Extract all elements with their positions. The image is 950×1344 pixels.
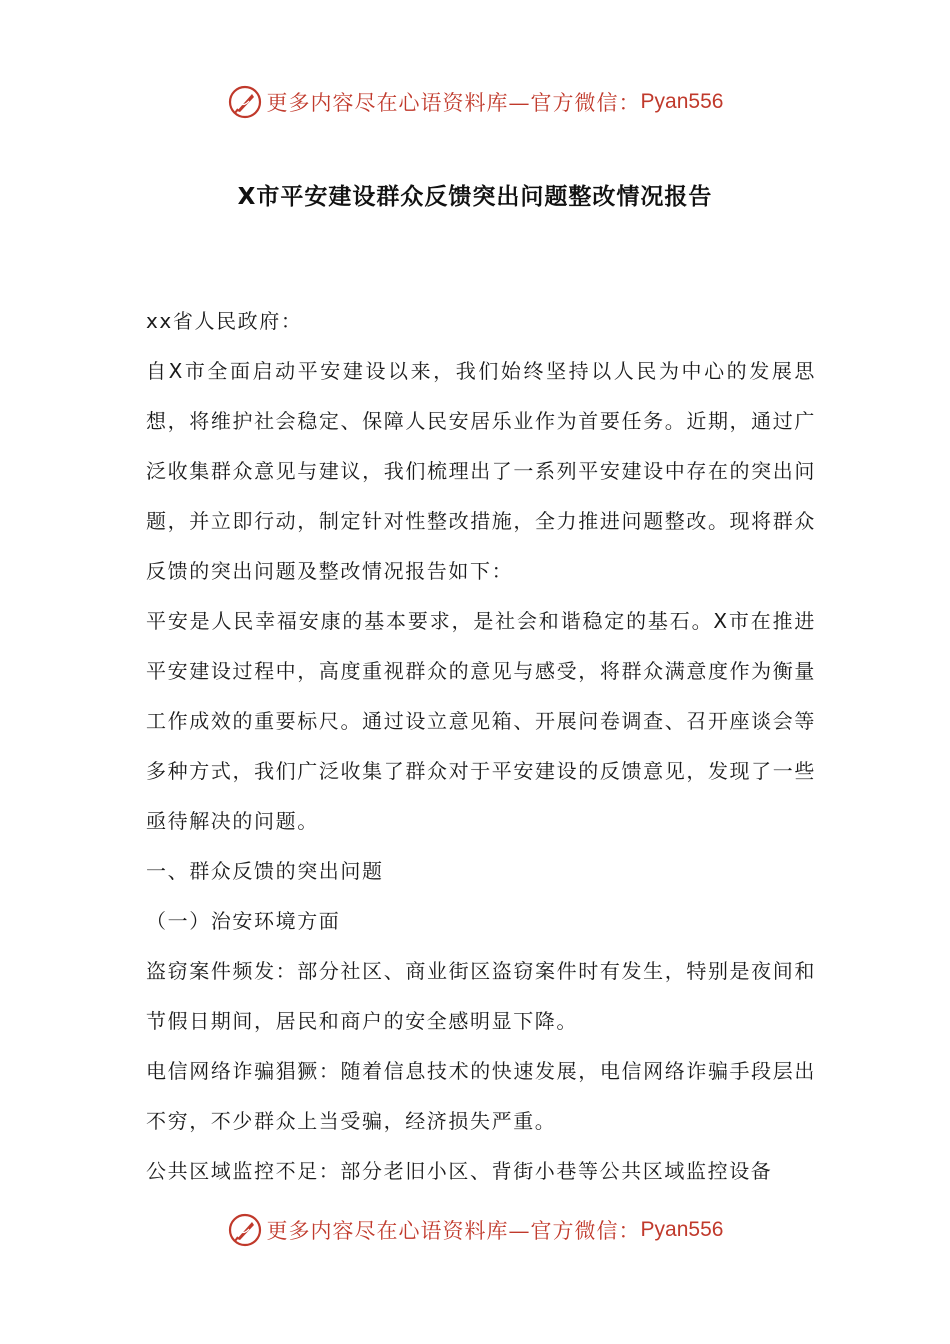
paragraph: 盗窃案件频发：部分社区、商业街区盗窃案件时有发生，特别是夜间和节假日期间，居民和商户的安全感明显下降。 <box>146 959 816 1033</box>
page-title: X市平安建设群众反馈突出问题整改情况报告 <box>237 184 713 210</box>
subsection-heading: （一）治安环境方面 <box>146 909 341 933</box>
watermark-text: 更多内容尽在心语资料库—官方微信： <box>266 1219 641 1243</box>
watermark-banner-top <box>0 82 950 122</box>
document-body <box>146 296 816 1196</box>
paragraph: 公共区域监控不足：部分老旧小区、背街小巷等公共区域监控设备 <box>146 1159 773 1183</box>
salutation: xx省人民政府： <box>146 309 303 333</box>
watermark-text: 更多内容尽在心语资料库—官方微信： <box>266 91 641 115</box>
watermark-wechat-id: Pyan556 <box>640 90 724 113</box>
watermark-wechat-id: Pyan556 <box>640 1218 724 1241</box>
section-heading: 一、群众反馈的突出问题 <box>146 859 384 883</box>
quill-logo-icon <box>227 84 263 120</box>
paragraph: 自X市全面启动平安建设以来，我们始终坚持以人民为中心的发展思想，将维护社会稳定、保障人民安居乐业作为首要任务。近期，通过广泛收集群众意见与建议，我们梳理出了一系列平安建设中存在的突出问题，并立即行动，制定针对性整改措施，全力推进问题整改。现将群众反馈的突出问题及整改情况报告如下： <box>146 359 816 583</box>
quill-logo-icon <box>227 1212 263 1248</box>
paragraph: 平安是人民幸福安康的基本要求，是社会和谐稳定的基石。X市在推进平安建设过程中，高度重视群众的意见与感受，将群众满意度作为衡量工作成效的重要标尺。通过设立意见箱、开展问卷调查、召开座谈会等多种方式，我们广泛收集了群众对于平安建设的反馈意见，发现了一些亟待解决的问题。 <box>146 609 816 833</box>
watermark-banner-bottom <box>0 1210 950 1250</box>
paragraph: 电信网络诈骗猖獗：随着信息技术的快速发展，电信网络诈骗手段层出不穷，不少群众上当受骗，经济损失严重。 <box>146 1059 816 1133</box>
